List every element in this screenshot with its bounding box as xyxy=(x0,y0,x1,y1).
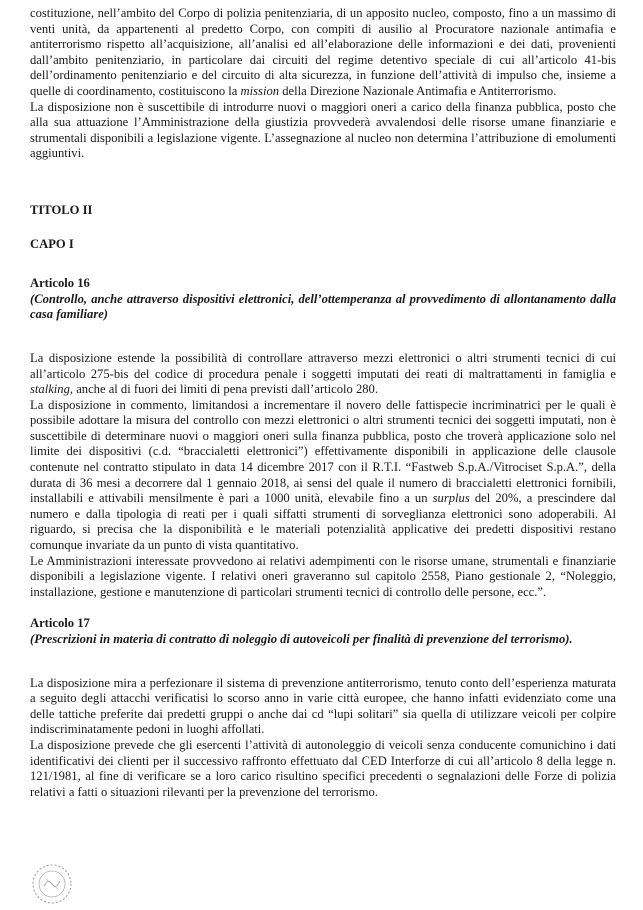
stamp-icon xyxy=(30,862,74,906)
intro-paragraph-1 xyxy=(30,6,616,100)
art16-p1-italic: stalking xyxy=(30,382,70,397)
intro-p1-text-b: della Direzione Nazionale Antimafia e Antiterrorismo. xyxy=(279,83,557,98)
article-16-paragraph-2 xyxy=(30,398,616,554)
art16-p2-text-b: del 20%, a prescindere dal numero e dalla tipologia di reati per i quali siffatti strumenti di sorveglianza elettronici sono adoperabili. Al riguardo, si precisa che la disponibilità e le materiali potenzialità applicative dei predetti dispositivi restano comunque invariate da un punto di vista quantitativo. xyxy=(30,491,616,553)
article-17-title: Articolo 17 xyxy=(30,616,90,631)
titolo-heading: TITOLO II xyxy=(30,202,93,217)
article-16-title: Articolo 16 xyxy=(30,276,90,291)
document-page xyxy=(30,6,616,800)
article-16-paragraph-3: Le Amministrazioni interessate provvedono ai relativi adempimenti con le risorse umane, strumentali e finanziarie disponibili a legislazione vigente. I relativi oneri graveranno sul capitolo 2558, Piano gestionale 2, “Noleggio, installazione, gestione e manutenzione di particolari strumenti tecnici di controllo delle persone, ecc.”. xyxy=(30,553,616,599)
intro-paragraph-2: La disposizione non è suscettibile di introdurre nuovi o maggiori oneri a carico della finanza pubblica, posto che alla sua attuazione l’Amministrazione della giustizia provvederà avvalendosi delle risorse umane finanziarie e strumentali disponibili a legislazione vigente. L’assegnazione al nucleo non determina l’attribuzione di emolumenti aggiuntivi. xyxy=(30,99,616,161)
article-16-subtitle: (Controllo, anche attraverso dispositivi elettronici, dell’ottemperanza al provvedimento di allontanamento dalla casa familiare) xyxy=(30,291,616,322)
art16-p2-text-a: La disposizione in commento, limitandosi a incrementare il novero delle fattispecie incriminatrici per le quali è possibile adottare la misura del controllo con mezzi elettronici o altri strumenti tecnici dei soggetti imputati, non è suscettibile di determinare nuovi o maggiori oneri sulla finanza pubblica, posto che troverà applicazione solo nel limite dei dispositivi (c.d. “braccialetti elettronici”) effettivamente disponibili in applicazione delle clausole contenute nel contratto stipulato in data 14 dicembre 2017 con il R.T.I. “Fastweb S.p.A./Vitrociset S.p.A.”, della durata di 36 mesi a decorrere dal 1 gennaio 2018, ai sensi del quale il numero di braccialetti elettronici fornibili, installabili e attivabili mensilmente è pari a 1000 unità, elevabile fino a un xyxy=(30,397,616,506)
art16-p1-text-a: La disposizione estende la possibilità di controllare attraverso mezzi elettronici o altri strumenti tecnici di cui all’articolo 275-bis del codice di procedura penale i soggetti imputati dei reati di maltrattamenti in famiglia e xyxy=(30,350,616,381)
art16-p1-text-b: , anche al di fuori dei limiti di pena previsti dall’articolo 280. xyxy=(69,382,379,397)
intro-p1-text-a: costituzione, nell’ambito del Corpo di polizia penitenziaria, di un apposito nucleo, composto, fino a un massimo di venti unità, da appartenenti al predetto Corpo, con compiti di ausilio al Procuratore nazionale antimafia e antiterrorismo rispetto all’acquisizione, all’analisi ed all’elaborazione delle informazioni e dei dati, provenienti dall’ambito penitenziario, in particolare dai circuiti del regime detentivo speciale di cui all’articolo 41-bis dell’ordinamento penitenziario e del circuito di alta sicurezza, in funzione dell’attività di impulso che, insieme a quelle di coordinamento, costituiscono la xyxy=(30,6,616,98)
article-17-paragraph-1: La disposizione mira a perfezionare il sistema di prevenzione antiterrorismo, tenuto conto dell’esperienza maturata a seguito degli attacchi verificatisi lo scorso anno in varie città europee, che hanno infatti evidenziato come una delle tattiche preferite dai predetti gruppi o anche dai cd “lupi solitari” sia quella di utilizzare veicoli per colpire indiscriminatamente pedoni in luoghi affollati. xyxy=(30,675,616,737)
article-17-paragraph-2: La disposizione prevede che gli esercenti l’attività di autonoleggio di veicoli senza conducente comunichino i dati identificativi dei clienti per il successivo raffronto effettuato dal CED Interforze di cui all’articolo 8 della legge n. 121/1981, al fine di verificare se a loro carico risultino specifici precedenti o segnalazioni delle Forze di polizia relativi a fatti o situazioni rilevanti per la prevenzione del terrorismo. xyxy=(30,737,616,799)
intro-p1-italic: mission xyxy=(240,83,280,98)
art16-p2-italic: surplus xyxy=(432,491,470,506)
capo-heading: CAPO I xyxy=(30,236,74,251)
article-16-paragraph-1 xyxy=(30,351,616,398)
article-17-subtitle: (Prescrizioni in materia di contratto di noleggio di autoveicoli per finalità di prevenzione del terrorismo). xyxy=(30,632,573,646)
